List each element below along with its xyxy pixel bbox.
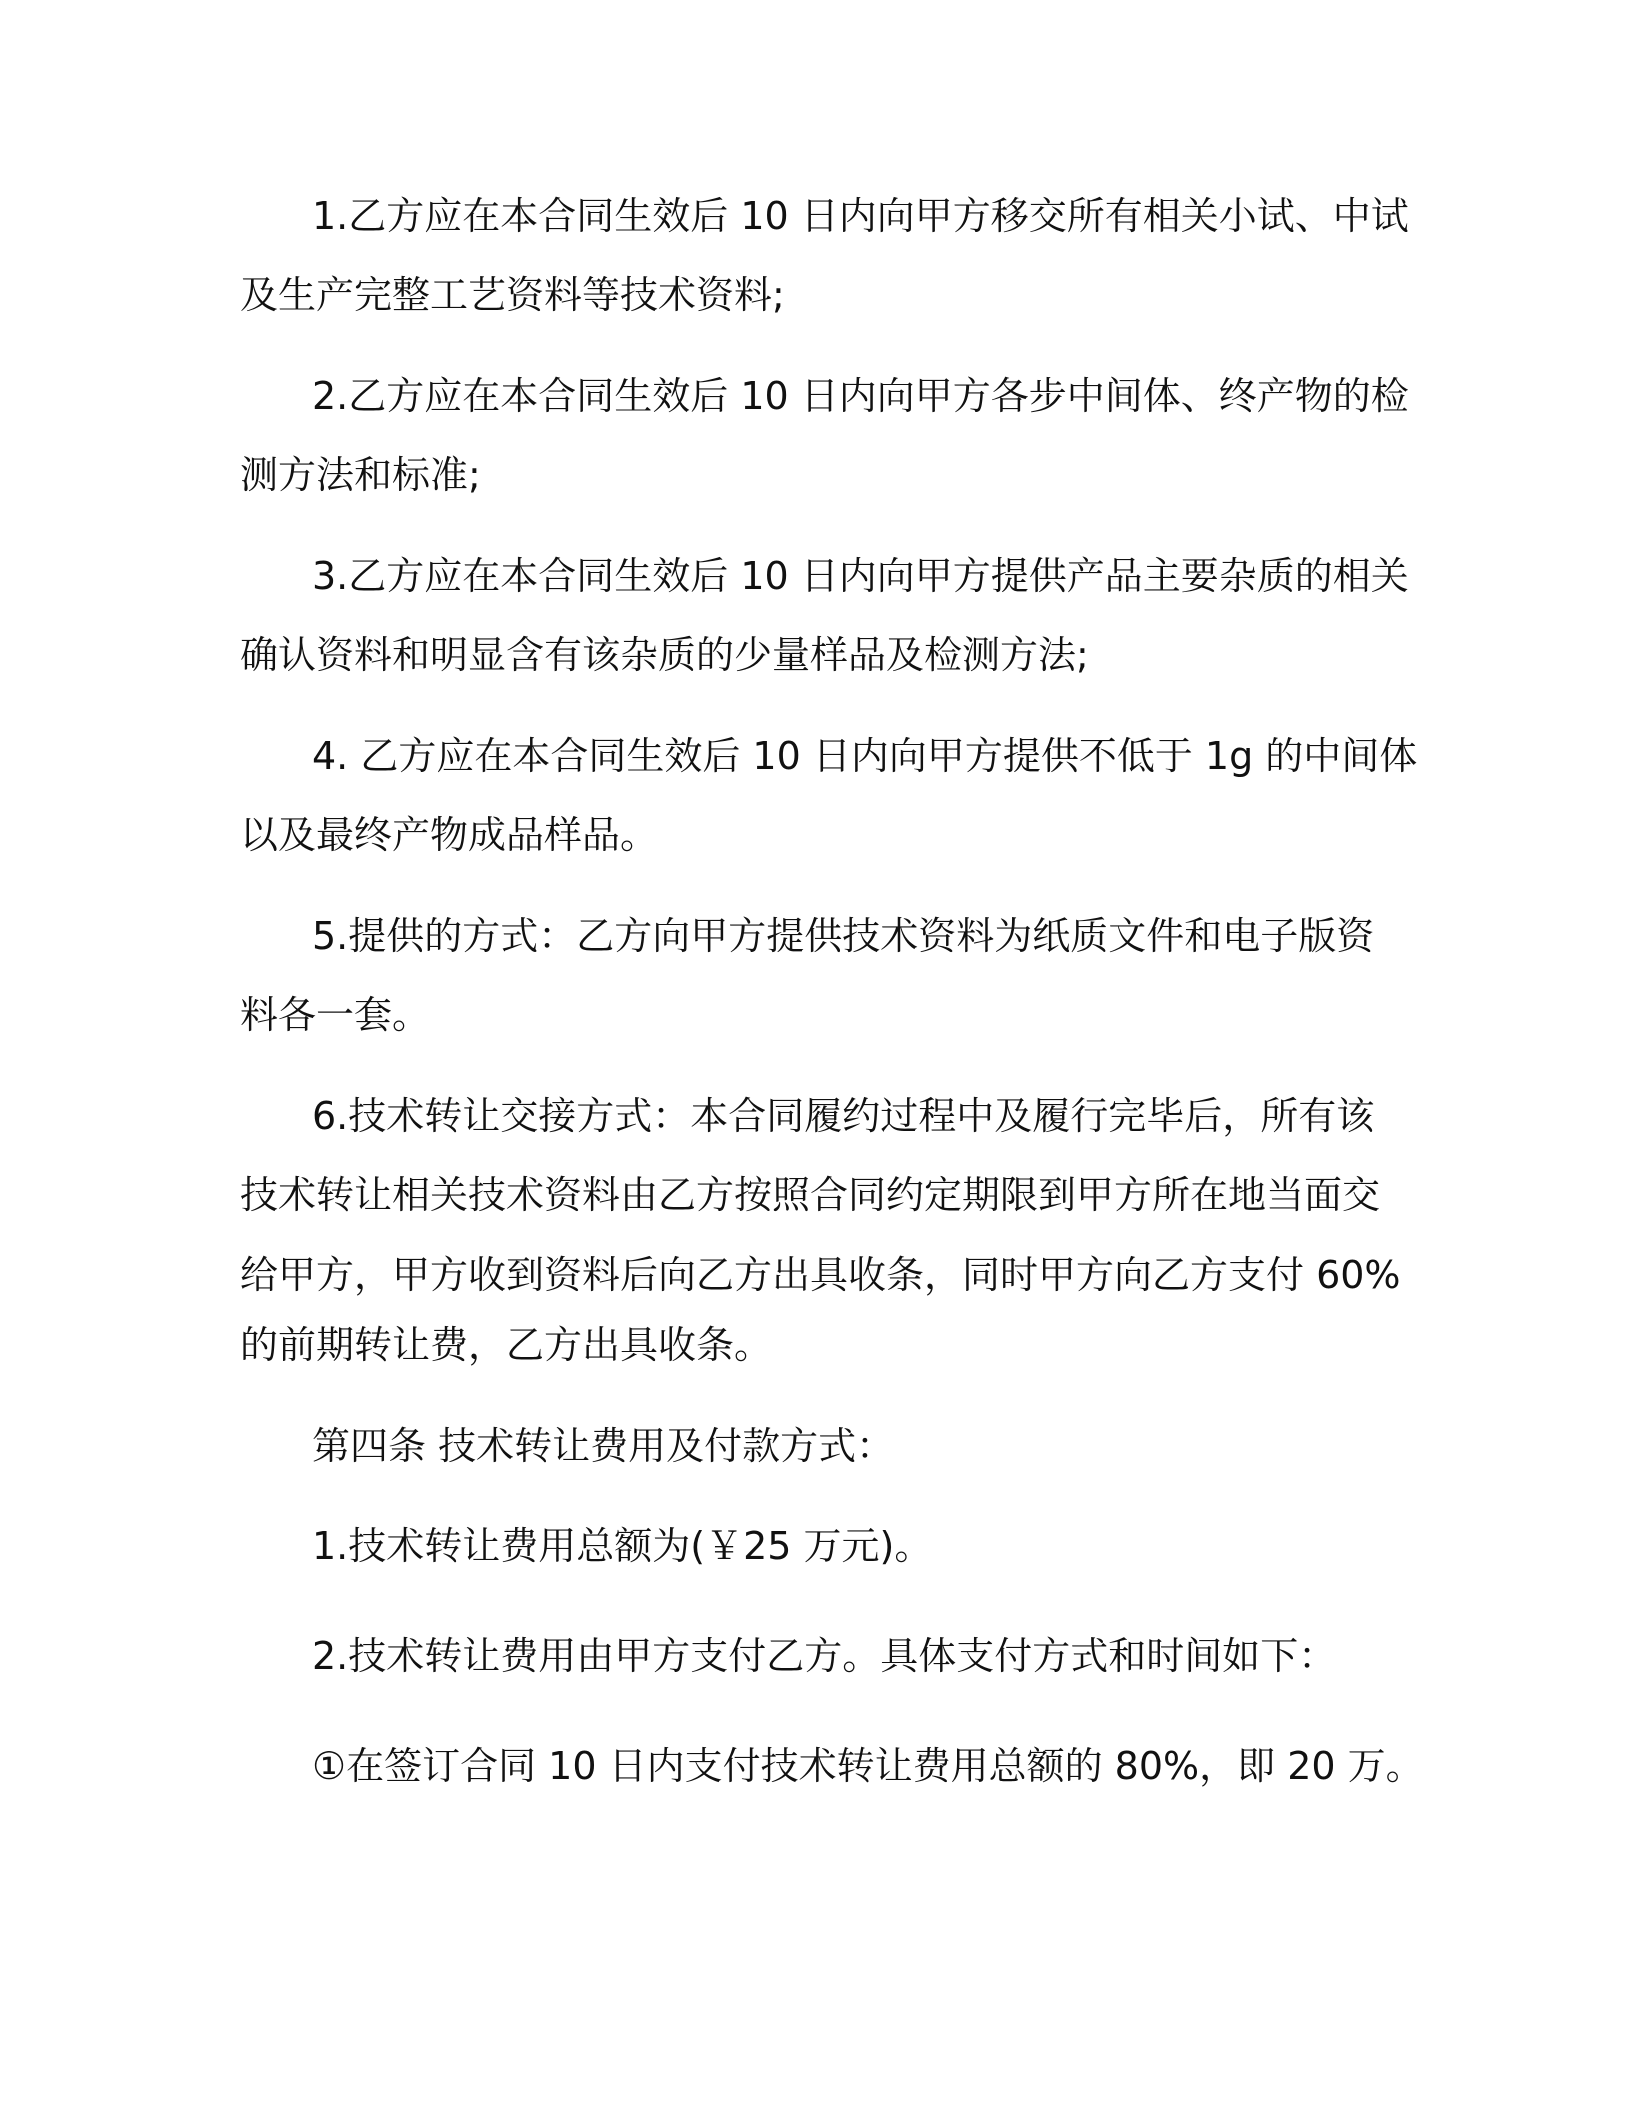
paragraph-4-line-1: 4. 乙方应在本合同生效后 10 日内向甲方提供不低于 1g 的中间体	[312, 734, 1418, 778]
paragraph-6-line-2: 技术转让相关技术资料由乙方按照合同约定期限到甲方所在地当面交	[240, 1173, 1381, 1217]
paragraph-3-line-2: 确认资料和明显含有该杂质的少量样品及检测方法;	[240, 633, 1089, 677]
paragraph-2-line-1: 2.乙方应在本合同生效后 10 日内向甲方各步中间体、终产物的检	[312, 374, 1409, 418]
paragraph-3-line-1: 3.乙方应在本合同生效后 10 日内向甲方提供产品主要杂质的相关	[312, 554, 1409, 598]
paragraph-1-line-2: 及生产完整工艺资料等技术资料;	[240, 273, 785, 317]
paragraph-2-line-2: 测方法和标准;	[240, 453, 481, 497]
fee-item-1: 1.技术转让费用总额为(￥25 万元)。	[312, 1524, 933, 1568]
paragraph-6-line-4: 的前期转让费，乙方出具收条。	[240, 1323, 773, 1367]
paragraph-6-line-3: 给甲方，甲方收到资料后向乙方出具收条，同时甲方向乙方支付 60%	[240, 1253, 1401, 1297]
article-4-heading: 第四条 技术转让费用及付款方式：	[312, 1424, 895, 1468]
fee-item-2: 2.技术转让费用由甲方支付乙方。具体支付方式和时间如下：	[312, 1634, 1337, 1678]
paragraph-4-line-2: 以及最终产物成品样品。	[240, 813, 659, 857]
fee-item-2-subitem-1: ①在签订合同 10 日内支付技术转让费用总额的 80%，即 20 万。	[312, 1744, 1424, 1788]
paragraph-5-line-2: 料各一套。	[240, 993, 431, 1037]
paragraph-6-line-1: 6.技术转让交接方式：本合同履约过程中及履行完毕后，所有该	[312, 1094, 1375, 1138]
paragraph-5-line-1: 5.提供的方式：乙方向甲方提供技术资料为纸质文件和电子版资	[312, 914, 1375, 958]
paragraph-1-line-1: 1.乙方应在本合同生效后 10 日内向甲方移交所有相关小试、中试	[312, 194, 1409, 238]
